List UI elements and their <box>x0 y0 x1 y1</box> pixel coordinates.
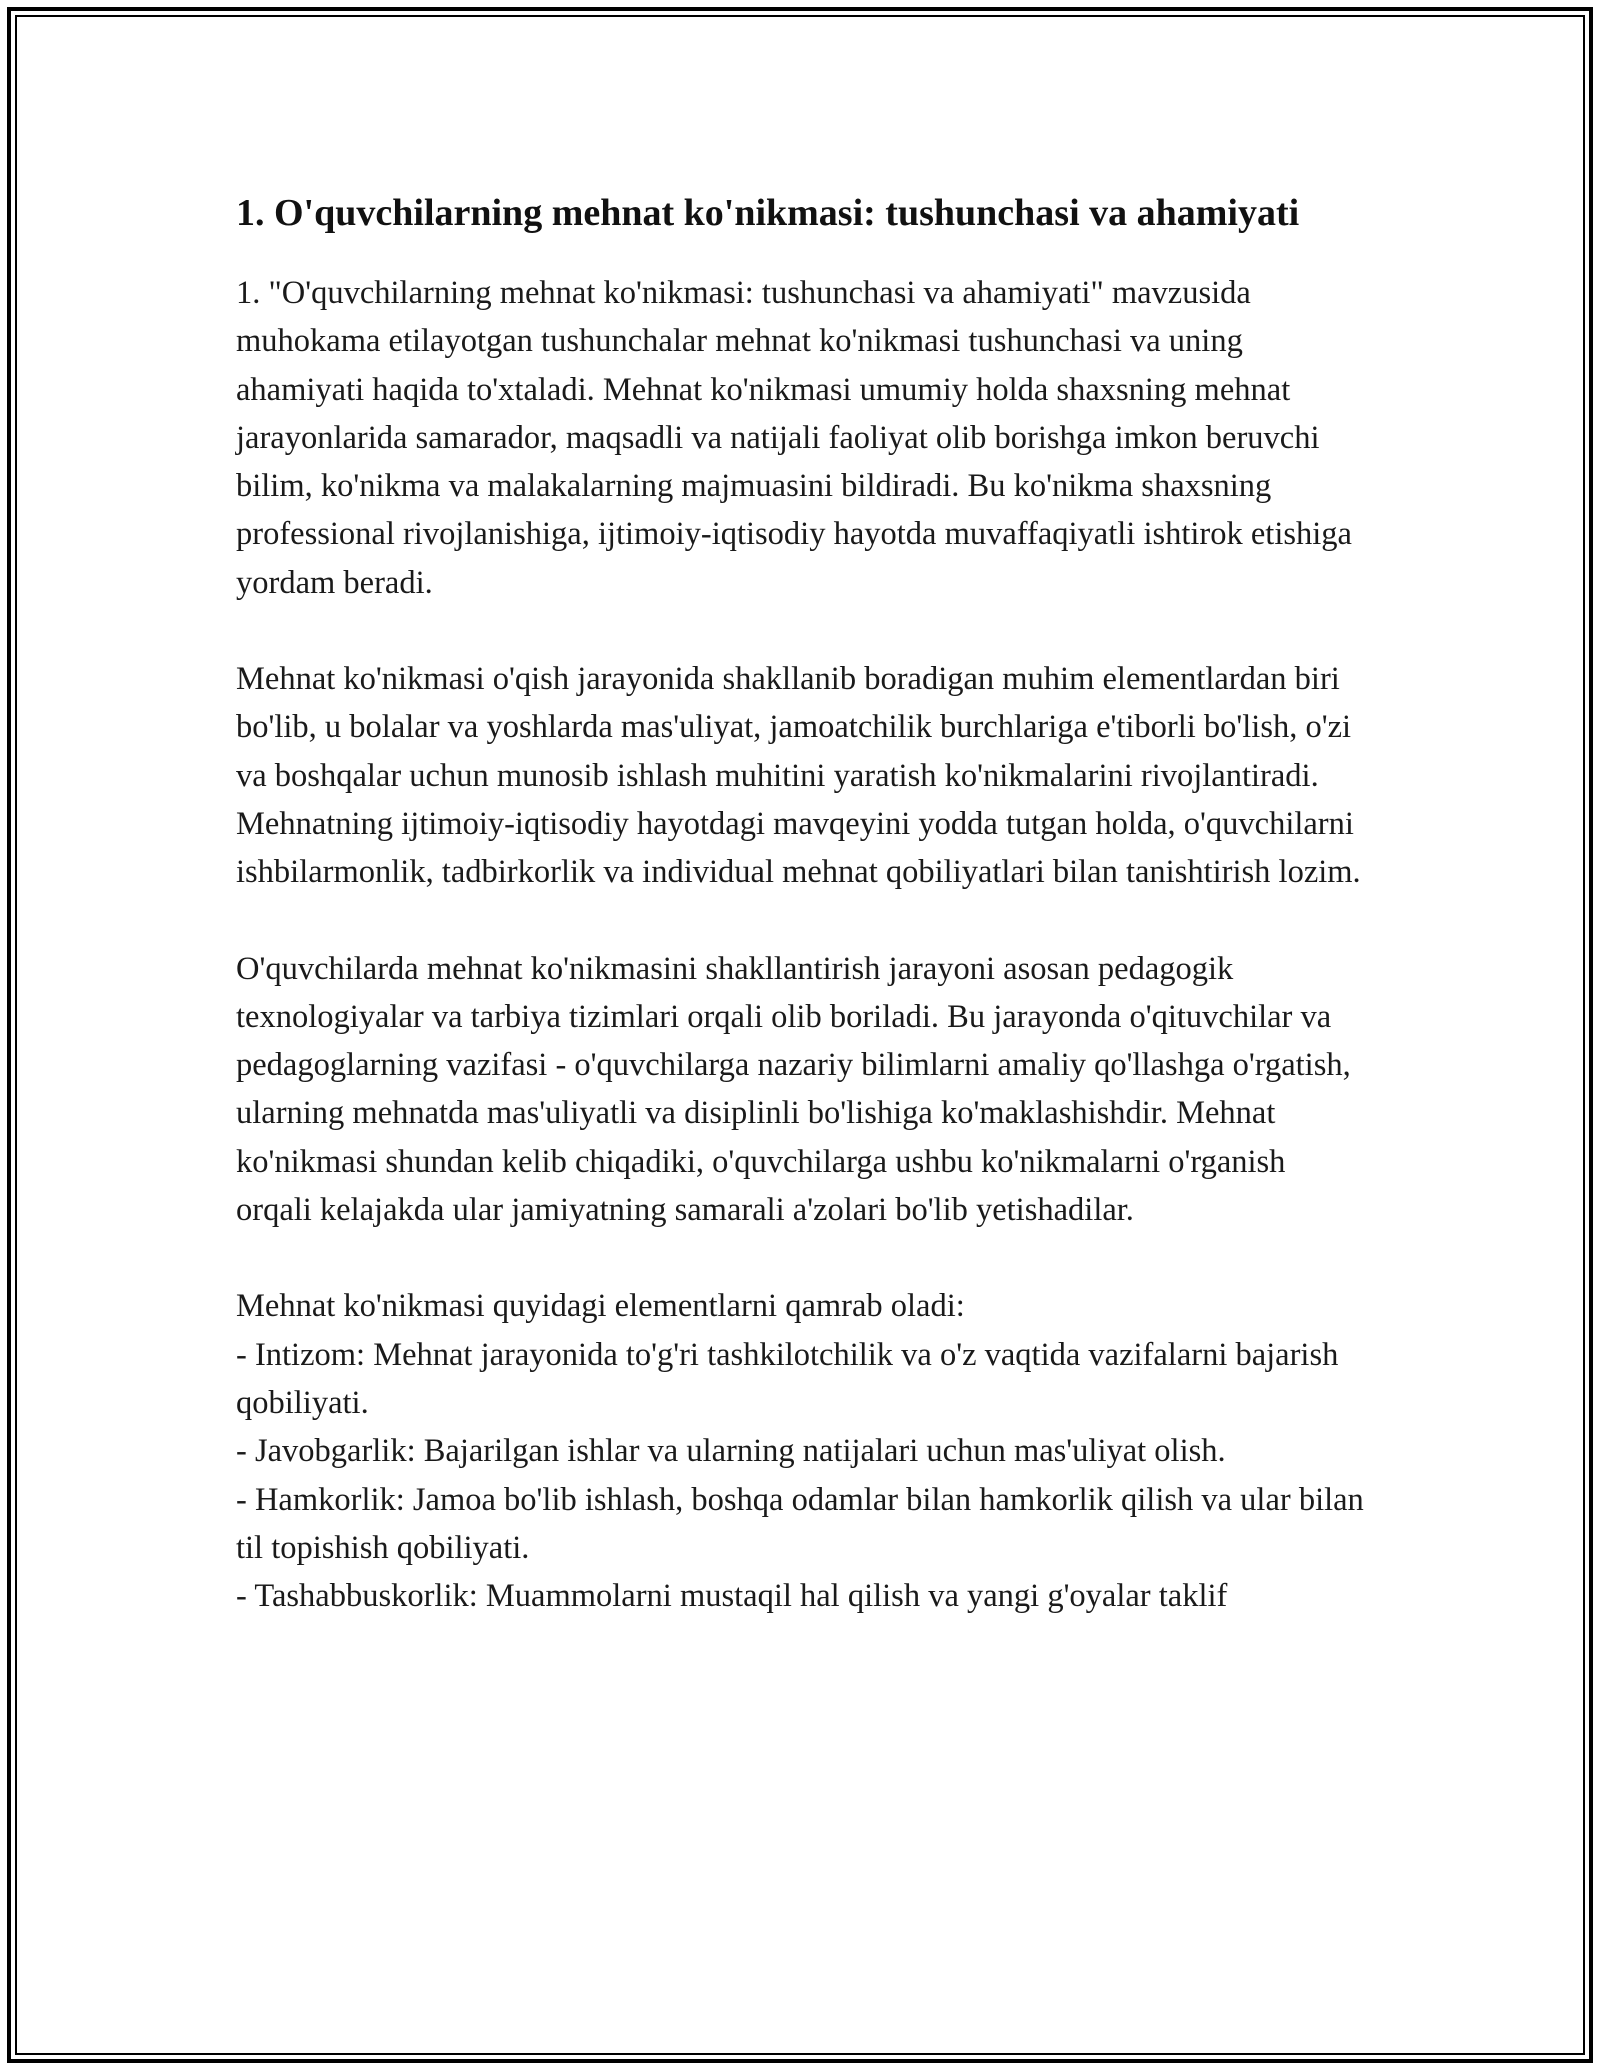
elements-list <box>236 1282 1366 1620</box>
list-item-intizom: - Intizom: Mehnat jarayonida to'g'ri tashkilotchilik va o'z vaqtida vazifalarni bajarish qobiliyati. <box>236 1336 1339 1421</box>
document-body <box>236 186 1366 1620</box>
paragraph-3: O'quvchilarda mehnat ko'nikmasini shakllantirish jarayoni asosan pedagogik texnologiyalar va tarbiya tizimlari orqali olib boriladi. Bu jarayonda o'qituvchilar va pedagoglarning vazifasi - o'quvchilarga nazariy bilimlarni amaliy qo'llashga o'rgatish, ularning mehnatda mas'uliyatli va disiplinli bo'lishiga ko'maklashishdir. Mehnat ko'nikmasi shundan kelib chiqadiki, o'quvchilarga ushbu ko'nikmalarni o'rganish orqali kelajakda ular jamiyatning samarali a'zolari bo'lib yetishadilar. <box>236 950 1351 1229</box>
paragraph-2: Mehnat ko'nikmasi o'qish jarayonida shakllanib boradigan muhim elementlardan biri bo'lib, u bolalar va yoshlarda mas'uliyat, jamoatchilik burchlariga e'tiborli bo'lish, o'zi va boshqalar uchun munosib ishlash muhitini yaratish ko'nikmalarini rivojlantiradi. Mehnatning ijtimoiy-iqtisodiy hayotdagi mavqeyini yodda tutgan holda, o'quvchilarni ishbilarmonlik, tadbirkorlik va individual mehnat qobiliyatlari bilan tanishtirish lozim. <box>236 661 1361 891</box>
list-intro: Mehnat ko'nikmasi quyidagi elementlarni qamrab oladi: <box>236 1288 965 1325</box>
document-heading: 1. O'quvchilarning mehnat ko'nikmasi: tushunchasi va ahamiyati <box>236 192 1300 234</box>
paragraph-1: 1. "O'quvchilarning mehnat ko'nikmasi: tushunchasi va ahamiyati" mavzusida muhokama etilayotgan tushunchalar mehnat ko'nikmasi tushunchasi va uning ahamiyati haqida to'xtaladi. Mehnat ko'nikmasi umumiy holda shaxsning mehnat jarayonlarida samarador, maqsadli va natijali faoliyat olib borishga imkon beruvchi bilim, ko'nikma va malakalarning majmuasini bildiradi. Bu ko'nikma shaxsning professional rivojlanishiga, ijtimoiy-iqtisodiy hayotda muvaffaqiyatli ishtirok etishiga yordam beradi. <box>236 275 1352 601</box>
list-item-hamkorlik: - Hamkorlik: Jamoa bo'lib ishlash, boshqa odamlar bilan hamkorlik qilish va ular bilan til topishish qobiliyati. <box>236 1481 1364 1566</box>
list-item-tashabbuskorlik: - Tashabbuskorlik: Muammolarni mustaqil hal qilish va yangi g'oyalar taklif <box>236 1578 1228 1615</box>
list-item-javobgarlik: - Javobgarlik: Bajarilgan ishlar va ularning natijalari uchun mas'uliyat olish. <box>236 1433 1226 1470</box>
